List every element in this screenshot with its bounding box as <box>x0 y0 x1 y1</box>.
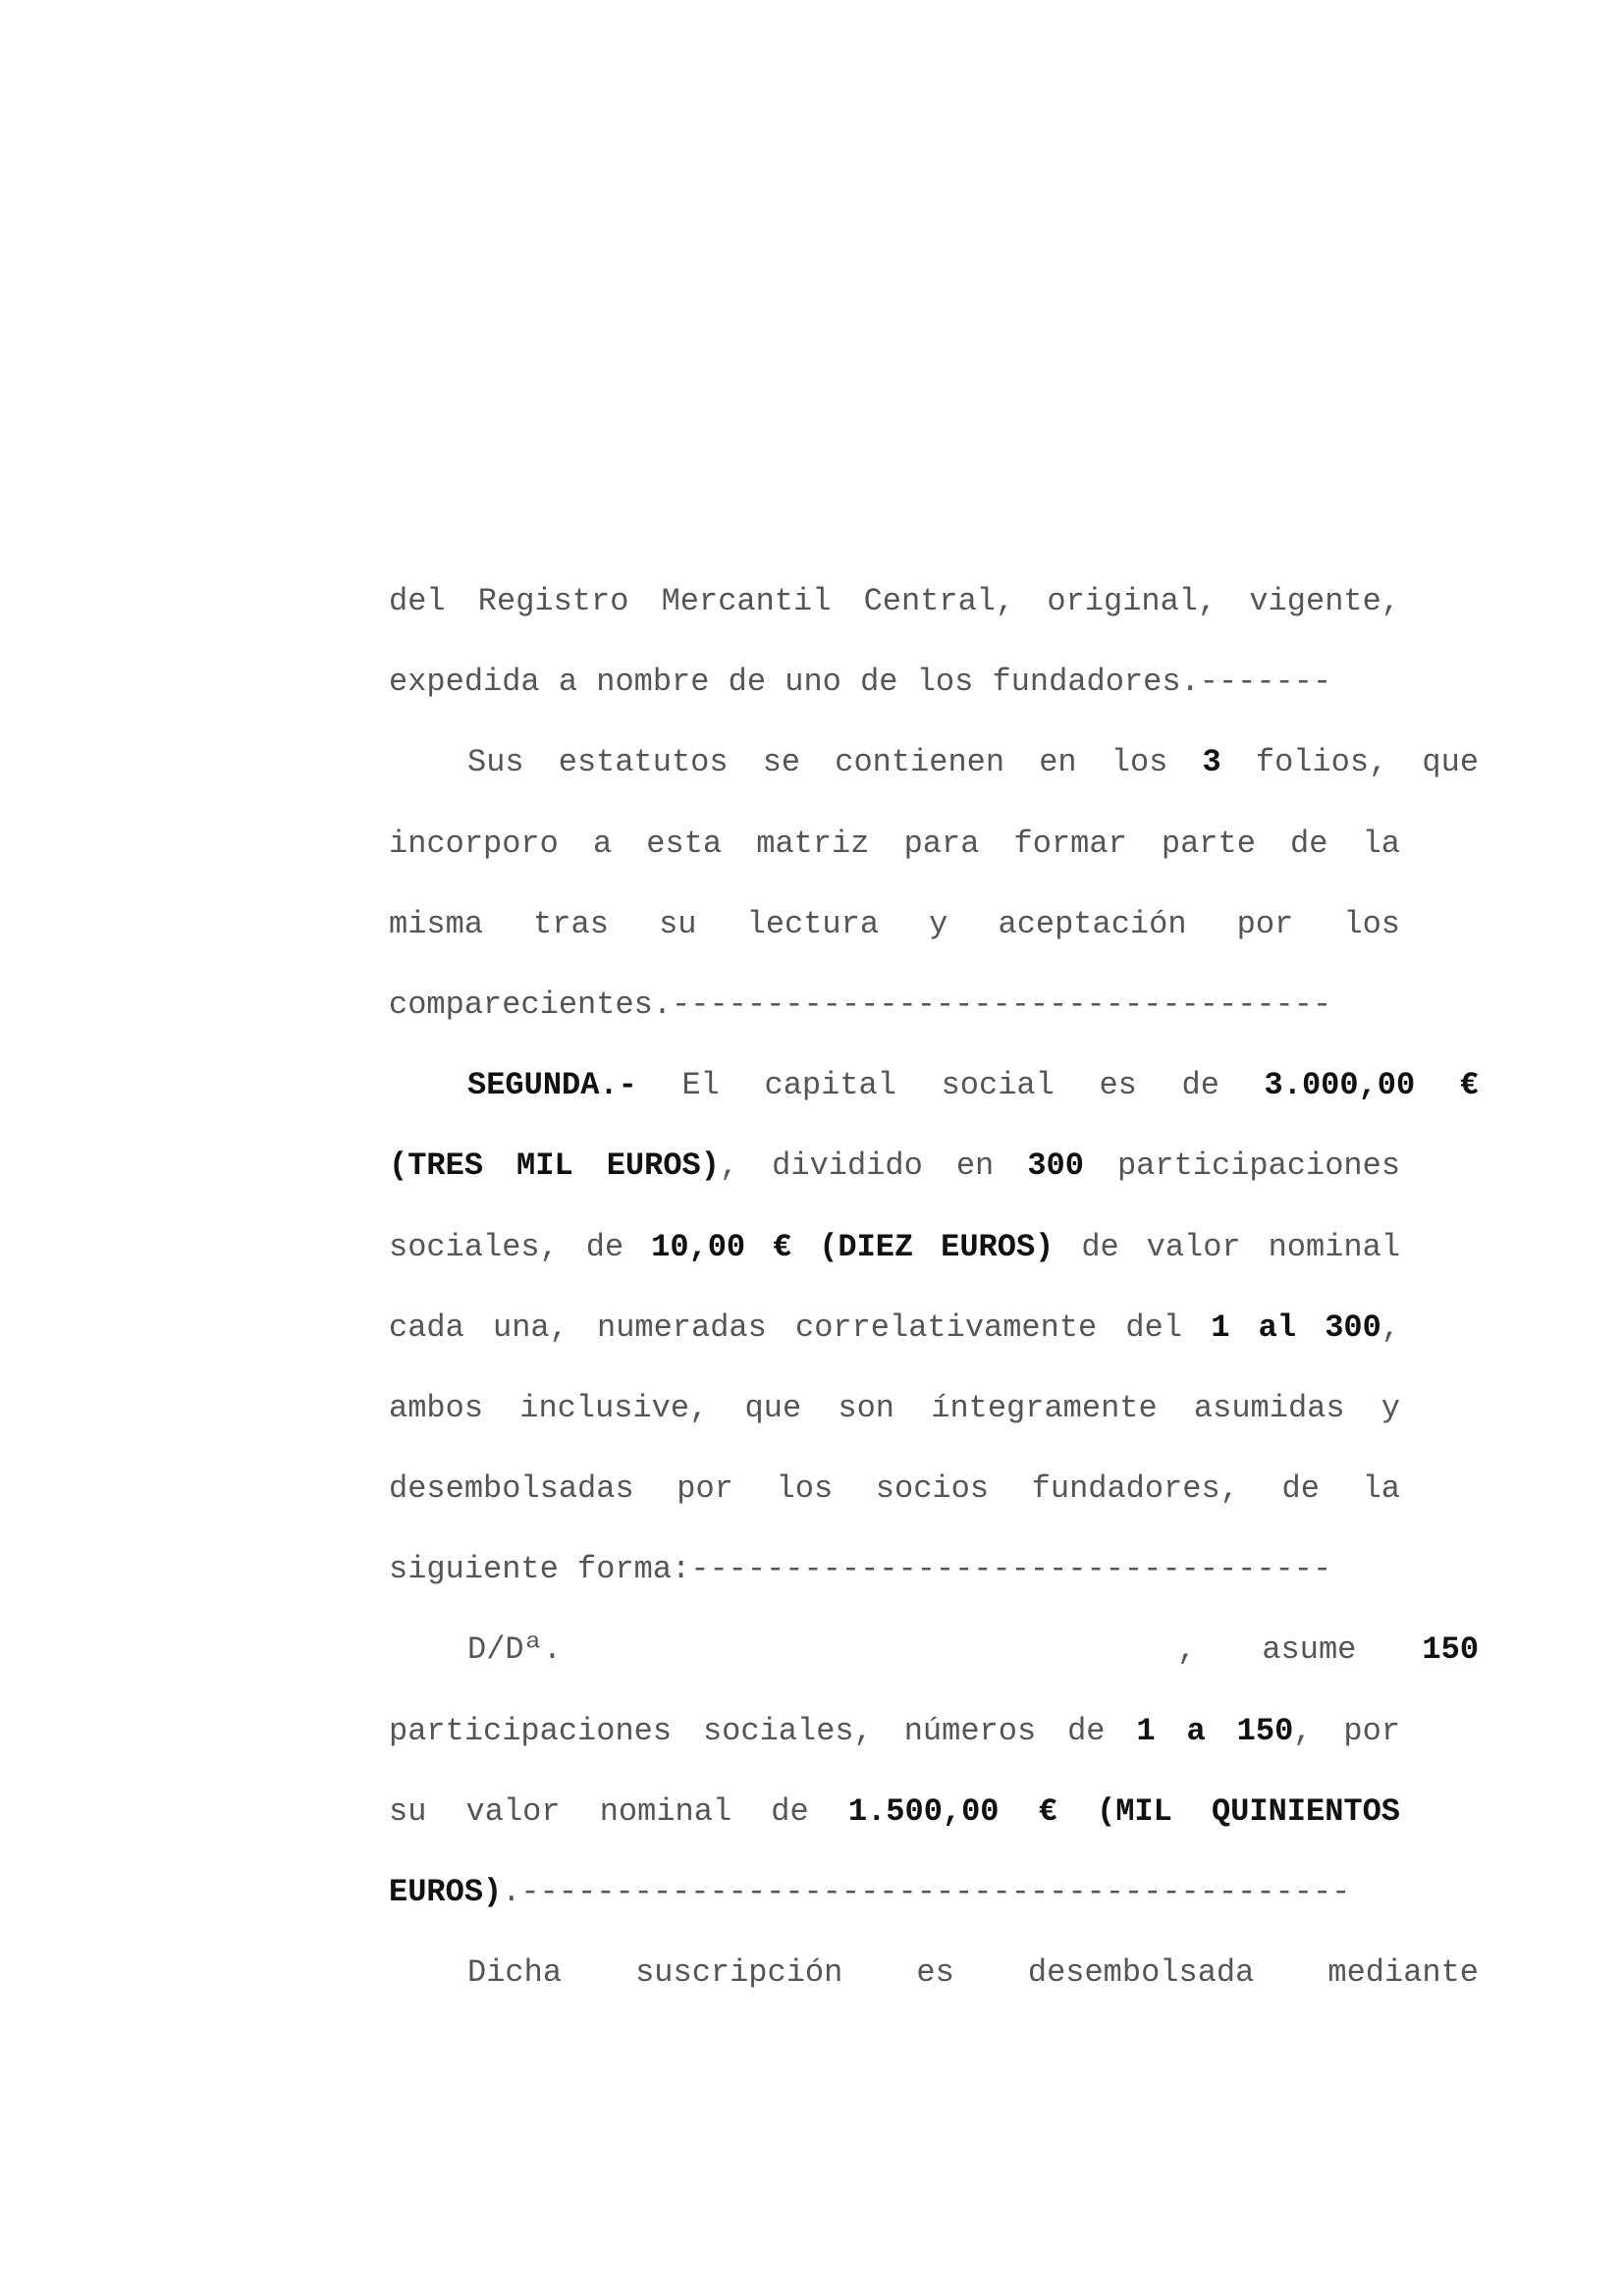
subscription-amount-words: EUROS) <box>389 1874 503 1910</box>
folios-count: 3 <box>1202 744 1221 781</box>
participations-range: 1 a 150 <box>1136 1712 1294 1749</box>
capital-amount: 3.000,00 € <box>1264 1067 1479 1104</box>
line-text: de valor nominal <box>1081 1228 1401 1265</box>
text-line <box>389 976 1400 1056</box>
line-text: , por <box>1293 1712 1401 1749</box>
text-line <box>389 1137 1400 1217</box>
text-line <box>389 653 1400 733</box>
line-text: cada una, numeradas correlativamente del <box>389 1308 1183 1346</box>
line-text: sociales, de <box>389 1228 624 1265</box>
subscription-amount: 1.500,00 € (MIL QUINIENTOS <box>847 1792 1401 1830</box>
text-line <box>389 1863 1400 1944</box>
numbering-range: 1 al 300 <box>1211 1308 1381 1346</box>
line-text: del Registro Mercantil Central, original, vigente, <box>389 583 1400 619</box>
line-text: desembolsadas por los socios fundadores, de la <box>389 1470 1400 1508</box>
line-text: misma tras su lectura y aceptación por los <box>389 905 1400 942</box>
clause-heading: SEGUNDA.- <box>467 1067 637 1104</box>
dash-filler: ---------------------------------- <box>690 1551 1332 1588</box>
document-body <box>389 572 1480 2024</box>
text-line <box>389 1056 1479 1137</box>
text-line <box>389 1460 1400 1540</box>
line-text: Sus estatutos se contienen en los <box>467 744 1168 781</box>
text-line <box>389 1944 1479 2024</box>
text-line <box>389 1540 1400 1621</box>
line-text: su valor nominal de <box>389 1792 809 1830</box>
line-text: participaciones <box>1116 1148 1401 1185</box>
line-text: , <box>1177 1631 1197 1669</box>
text-line <box>389 815 1400 895</box>
assumed-participations: 150 <box>1422 1631 1480 1669</box>
text-line <box>389 572 1400 653</box>
dash-filler: ------- <box>1199 664 1332 701</box>
participations-count: 300 <box>1027 1148 1084 1185</box>
text-line <box>389 1218 1400 1299</box>
line-text: D/Dª. <box>467 1631 563 1669</box>
line-text: Dicha suscripción es desembolsada mediante <box>467 1954 1479 1992</box>
text-line <box>389 733 1480 814</box>
line-text: asume <box>1262 1631 1357 1669</box>
dash-filler: ----------------------------------- <box>672 986 1332 1023</box>
line-text: El capital social es de <box>681 1067 1219 1104</box>
line-text: folios, que <box>1255 744 1480 781</box>
line-text: ambos inclusive, que son íntegramente asumidas y <box>389 1389 1400 1426</box>
line-text: , <box>1380 1308 1401 1346</box>
line-text: , dividido en <box>719 1148 995 1185</box>
line-text: expedida a nombre de uno de los fundadores. <box>389 664 1200 701</box>
line-text: . <box>502 1874 521 1910</box>
capital-amount-words: (TRES MIL EUROS) <box>389 1148 720 1185</box>
text-line <box>389 1299 1400 1379</box>
line-text: comparecientes. <box>389 986 673 1023</box>
text-line <box>389 895 1400 976</box>
text-line <box>389 1379 1400 1460</box>
line-text: siguiente forma: <box>389 1551 691 1588</box>
nominal-value: 10,00 € (DIEZ EUROS) <box>651 1228 1055 1265</box>
dash-filler: -------------------------------------------- <box>520 1874 1351 1910</box>
text-line <box>389 1783 1400 1863</box>
line-text: incorporo a esta matriz para formar parte de la <box>389 825 1400 862</box>
text-line <box>389 1702 1400 1783</box>
line-text: participaciones sociales, números de <box>389 1712 1106 1749</box>
text-line <box>389 1621 1480 1701</box>
